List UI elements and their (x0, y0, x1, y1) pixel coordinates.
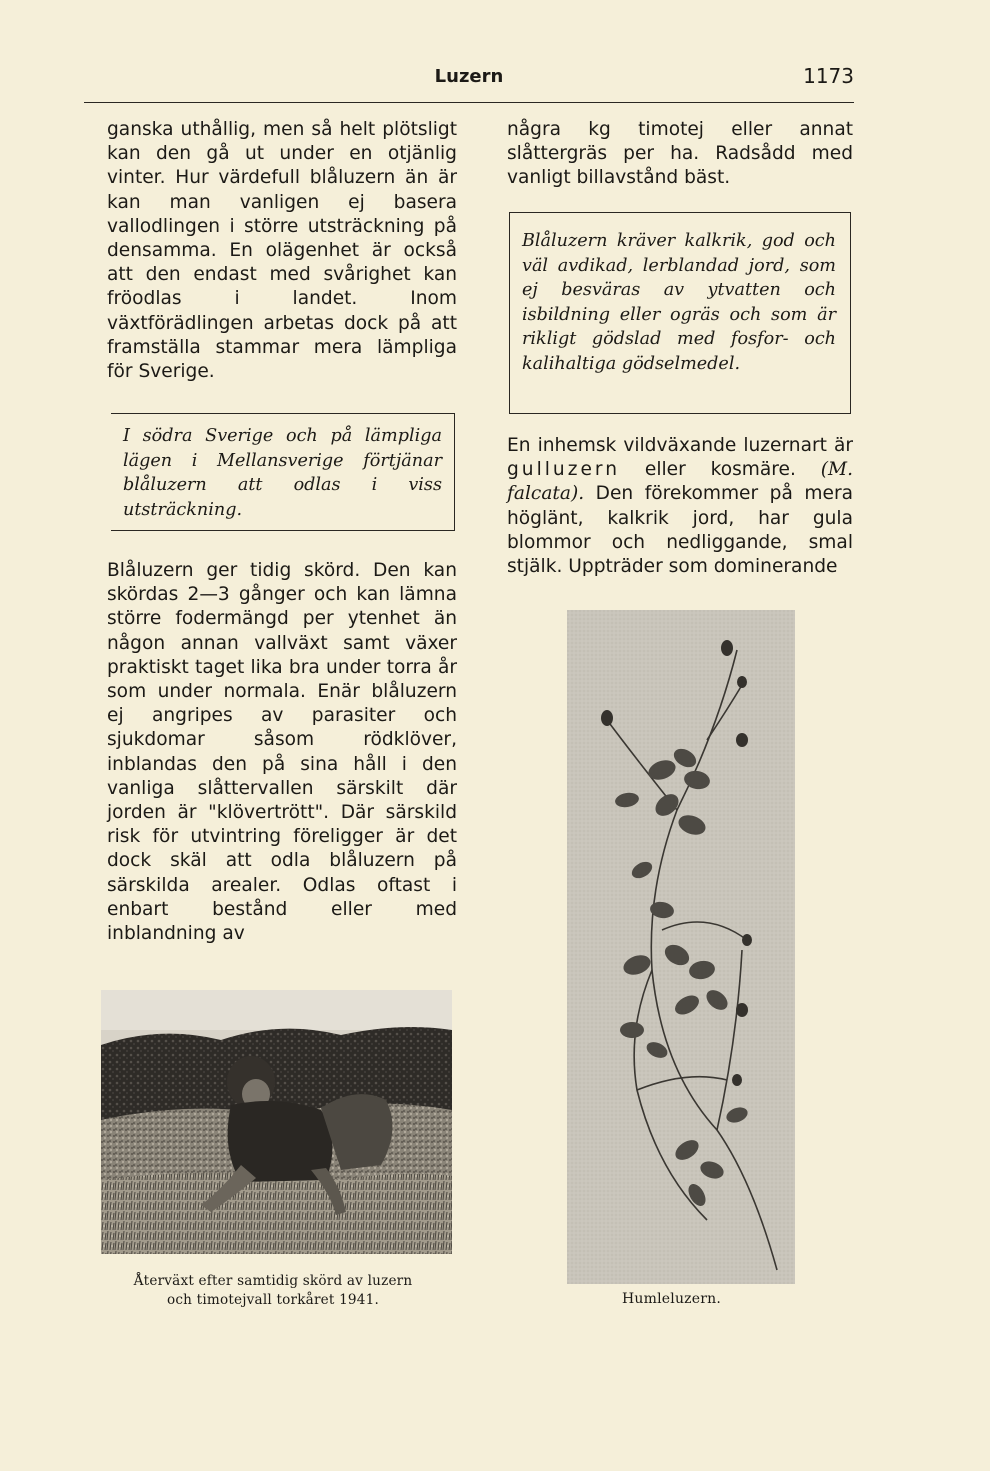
species-name-gulluzern: gulluzern (507, 459, 621, 481)
field-photo-caption-line-2: och timotejvall torkåret 1941. (166, 1292, 379, 1308)
plant-specimen-caption: Humleluzern. (622, 1291, 721, 1307)
right-highlight-text: Blåluzern kräver kalkrik, god och väl avdikad, lerblandad jord, som ej besväras av ytvatten och isbildning eller ogräs och som är rikligt gödslad med fosfor- och kalihaltiga gödselmedel. (522, 231, 836, 374)
plant-specimen-photo (567, 610, 795, 1284)
right-paragraph-2-end: Den förekommer på mera höglänt, kalkrik jord, har gula blommor och nedliggande, smal stjälk. Uppträder som dominerande (507, 483, 853, 578)
left-paragraph-2: Blåluzern ger tidig skörd. Den kan skördas 2—3 gånger och kan lämna större fodermängd per ytenhet än någon annan vallväxt samt växer praktiskt taget lika bra under torra år som under normala. Enär blåluzern ej angripes av parasiter och sjukdomar såsom rödklöver, inblandas den på sina håll i den vanliga slåttervallen särskilt där jorden är "klövertrött". Där särskild risk för utvintring föreligger är det dock skäl att odla blåluzern på särskilda arealer. Odlas oftast i enbart bestånd eller med inblandning av (107, 560, 457, 945)
field-photo (101, 990, 452, 1254)
left-paragraph-1-wrap (107, 118, 457, 384)
left-highlight-text: I södra Sverige och på lämpliga lägen i Mellansverige förtjänar blåluzern att odlas i viss utsträckning. (123, 426, 442, 520)
right-paragraph-2-wrap (507, 434, 853, 579)
field-photo-caption-line-1: Återväxt efter samtidig skörd av luzern (133, 1273, 413, 1289)
plant-specimen-image (567, 610, 795, 1284)
left-paragraph-2-wrap (107, 559, 457, 946)
right-paragraph-1-wrap (507, 118, 853, 191)
field-photo-caption (100, 1272, 446, 1310)
left-highlight-box (111, 413, 455, 531)
right-paragraph-2-mid: eller kosmäre. (620, 459, 821, 481)
right-paragraph-1: några kg timotej eller annat slåttergräs per ha. Radsådd med vanligt billavstånd bäst. (507, 119, 853, 189)
right-paragraph-2 (507, 434, 853, 579)
species-latin-name: (M. falcata). (507, 459, 853, 505)
running-title: Luzern (434, 66, 504, 87)
right-paragraph-2-start: En inhemsk vildväxande luzernart är (507, 435, 853, 456)
page-number: 1173 (803, 64, 854, 88)
left-paragraph-1: ganska uthållig, men så helt plötsligt kan den gå ut under en otjänlig vinter. Hur värdefull blåluzern än är kan man vanligen ej basera vallodlingen i större utsträckning på densamma. En olägenhet är också att den endast med svårighet kan fröodlas i landet. Inom växtförädlingen arbetas dock på att framställa stammar mera lämpliga för Sverige. (107, 119, 457, 383)
running-head (84, 62, 854, 103)
field-photo-image (101, 990, 452, 1254)
right-highlight-box (509, 212, 851, 414)
